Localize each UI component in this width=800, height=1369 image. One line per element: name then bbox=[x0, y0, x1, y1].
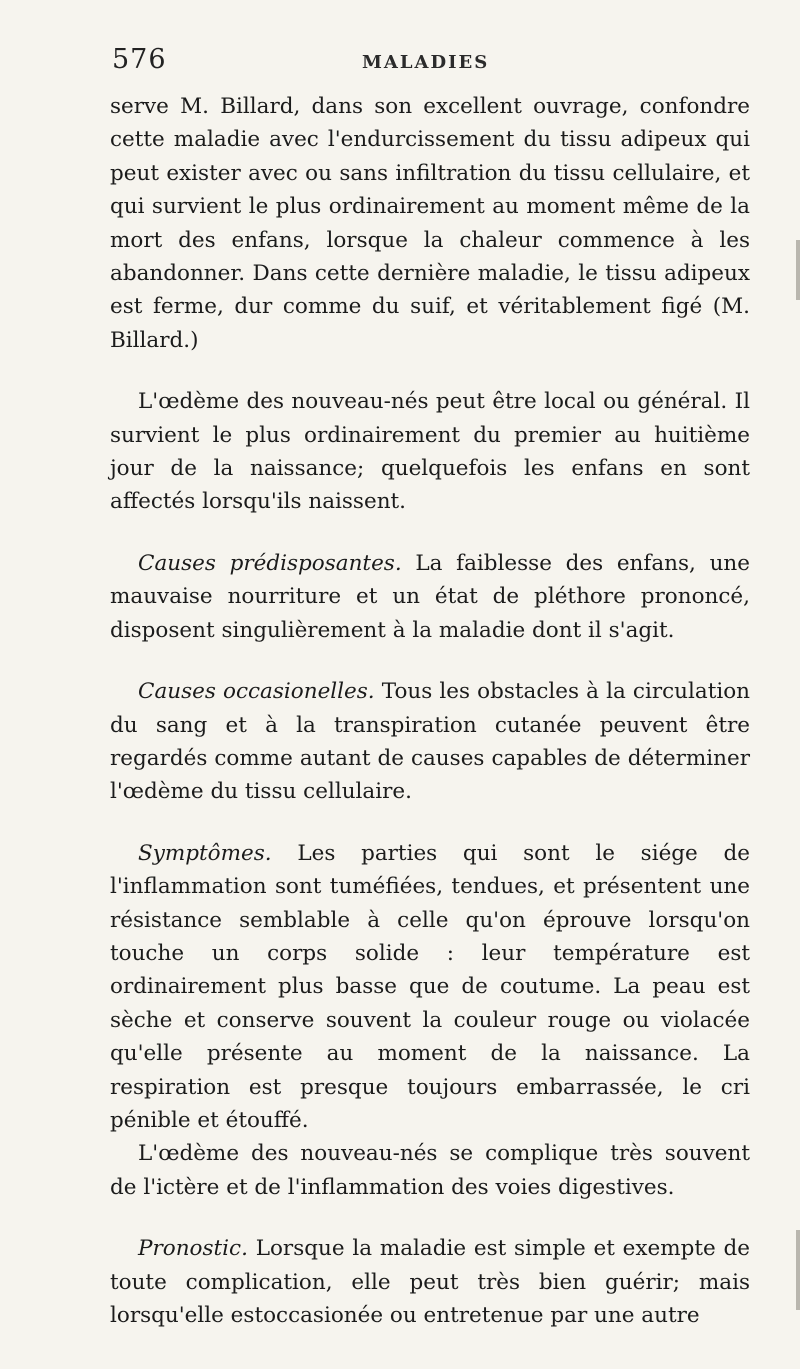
page-edge-shadow bbox=[796, 240, 800, 300]
section-term: Symptômes. bbox=[138, 840, 272, 866]
running-title: MALADIES bbox=[362, 52, 490, 73]
paragraph-pronostic bbox=[110, 1232, 750, 1332]
page-edge-shadow bbox=[796, 1230, 800, 1310]
paragraph-text: Lorsque la maladie est simple et exempte de toute complication, elle peut très bien guérir; mais lorsqu'elle estoccasionée ou entretenue par une autre bbox=[110, 1236, 750, 1328]
paragraph-causes-occasionelles bbox=[110, 675, 750, 809]
paragraph-continuation bbox=[110, 90, 750, 357]
paragraph-text: La faiblesse des enfans, une mauvaise nourriture et un état de pléthore prononcé, disposent singulièrement à la maladie dont il s'agit. bbox=[110, 550, 750, 643]
paragraph-causes-predisposantes bbox=[110, 547, 750, 647]
paragraph-symptomes bbox=[110, 837, 750, 1138]
body-text bbox=[110, 90, 750, 1332]
section-term: Pronostic. bbox=[138, 1236, 248, 1262]
paragraph-text: Les parties qui sont le siége de l'inflammation sont tuméfiées, tendues, et présentent une résistance semblable à celle qu'on éprouve lorsqu'on touche un corps solide : leur température est ordinairement plus basse que de coutume. La peau est sèche et conserve souvent la couleur rouge ou violacée qu'elle présente au moment de la naissance. La respiration est presque toujours embarrassée, le cri pénible et étouffé. bbox=[110, 840, 750, 1133]
paragraph-text: serve M. Billard, dans son excellent ouvrage, confondre cette maladie avec l'endurcissement du tissu adipeux qui peut exister avec ou sans infiltration du tissu cellulaire, et qui survient le plus ordinairement au moment même de la mort des enfans, lorsque la chaleur commence à les abandonner. Dans cette dernière maladie, le tissu adipeux est ferme, dur comme du suif, et véritablement figé (M. Billard.) bbox=[110, 94, 750, 353]
paragraph-oedeme-nouveau-nes bbox=[110, 385, 750, 519]
section-term: Causes prédisposantes. bbox=[138, 550, 402, 576]
paragraph-text: L'œdème des nouveau-nés peut être local ou général. Il survient le plus ordinairement du premier au huitième jour de la naissance; quelquefois les enfans en sont affectés lorsqu'ils naissent. bbox=[110, 389, 750, 515]
page-header bbox=[112, 44, 732, 84]
paragraph-complications bbox=[110, 1137, 750, 1204]
paragraph-text: L'œdème des nouveau-nés se complique très souvent de l'ictère et de l'inflammation des voies digestives. bbox=[110, 1141, 750, 1200]
page-number: 576 bbox=[112, 44, 167, 75]
section-term: Causes occasionelles. bbox=[138, 679, 375, 705]
paragraph-text: Tous les obstacles à la circulation du sang et à la transpiration cutanée peuvent être regardés comme autant de causes capables de déterminer l'œdème du tissu cellulaire. bbox=[110, 679, 751, 805]
